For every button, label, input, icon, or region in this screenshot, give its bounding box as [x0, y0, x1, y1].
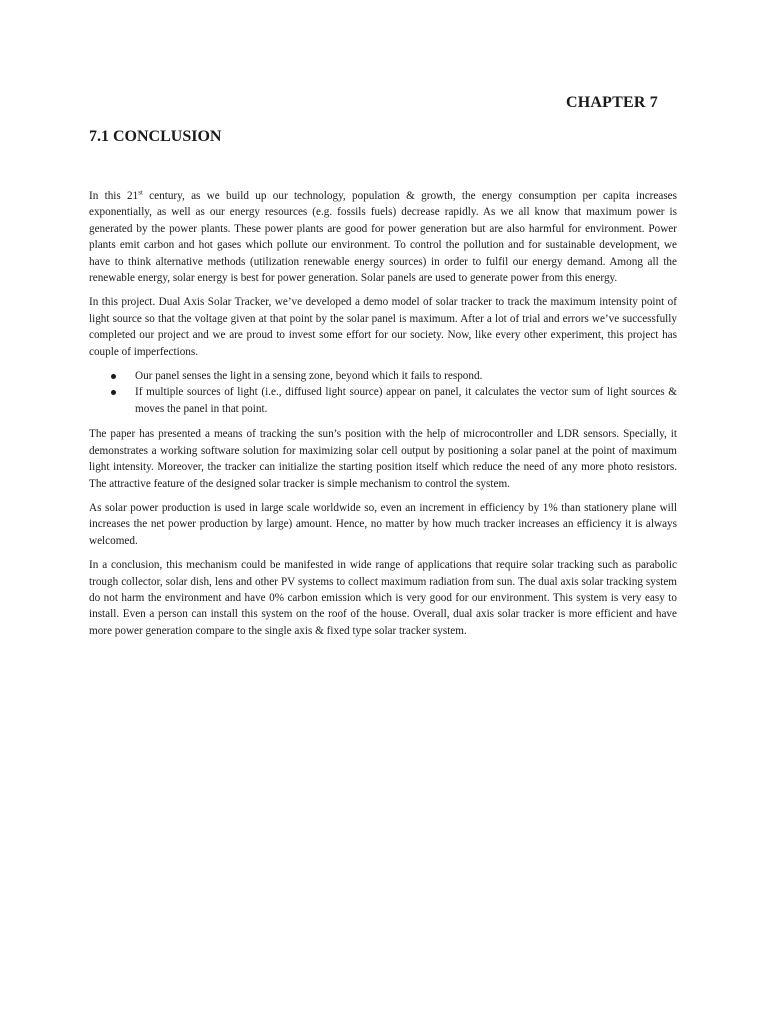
paragraph-intro-rest: century, as we build up our technology, population & growth, the energy consumption per capita increases exponentially, as well as our energy resources (e.g. fossils fuels) decrease rapidly. As we all know that maximum power is generated by the power plants. These power plants are good for power generation but are also harmful for environment. Power plants emit carbon and hot gases which pollute our environment. To control the pollution and for sustainable development, we have to think alternative methods (utilization renewable energy sources) in order to fulfil our energy demand. Among all the renewable energy, solar energy is best for power generation. Solar panels are used to generate power from this energy.: [89, 190, 677, 285]
paragraph-method: The paper has presented a means of tracking the sun’s position with the help of microcontroller and LDR sensors. Specially, it demonstrates a working software solution for maximizing solar cell output by positioning a solar panel at the point of maximum light intensity. Moreover, the tracker can initialize the starting position itself which reduce the need of any more photo resistors. The attractive feature of the designed solar tracker is simple mechanism to control the system.: [89, 428, 677, 490]
bullet-icon: [111, 390, 116, 395]
paragraph-project: In this project. Dual Axis Solar Tracker, we’ve developed a demo model of solar tracker to track the maximum intensity point of light source so that the voltage given at that point by the solar panel is maximum. After a lot of trial and errors we’ve successfully completed our project and we are proud to invest some effort for our society. Now, like every other experiment, this project has couple of imperfections.: [89, 296, 677, 358]
paragraph-efficiency: As solar power production is used in large scale worldwide so, even an increment in efficiency by 1% than stationery plane will increases the net power production by large) amount. Hence, no matter by how much tracker increases an efficiency it is always welcomed.: [89, 501, 677, 547]
paragraph-final: In a conclusion, this mechanism could be manifested in wide range of applications that require solar tracking such as parabolic trough collector, solar dish, lens and other PV systems to collect maximum radiation from sun. The dual axis solar tracking system do not harm the environment and have 0% carbon emission which is very good for our environment. This system is very easy to install. Even a person can install this system on the roof of the house. Overall, dual axis solar tracker is more efficient and have more power generation compare to the single axis & fixed type solar tracker system.: [89, 559, 677, 637]
paragraph-intro: [89, 188, 677, 286]
bullet-icon: [111, 374, 116, 379]
document-body: [89, 188, 677, 639]
list-item: [89, 384, 677, 417]
section-title: 7.1 CONCLUSION: [89, 128, 222, 145]
list-item: [89, 368, 677, 384]
chapter-heading: CHAPTER 7: [565, 94, 658, 111]
imperfections-list: [89, 368, 677, 417]
list-item-text: If multiple sources of light (i.e., diffused light source) appear on panel, it calculates the vector sum of light sources & moves the panel in that point.: [135, 386, 677, 415]
paragraph-intro-start: In this 21: [89, 190, 139, 202]
ordinal-superscript: st: [138, 188, 143, 197]
list-item-text: Our panel senses the light in a sensing zone, beyond which it fails to respond.: [135, 370, 483, 383]
